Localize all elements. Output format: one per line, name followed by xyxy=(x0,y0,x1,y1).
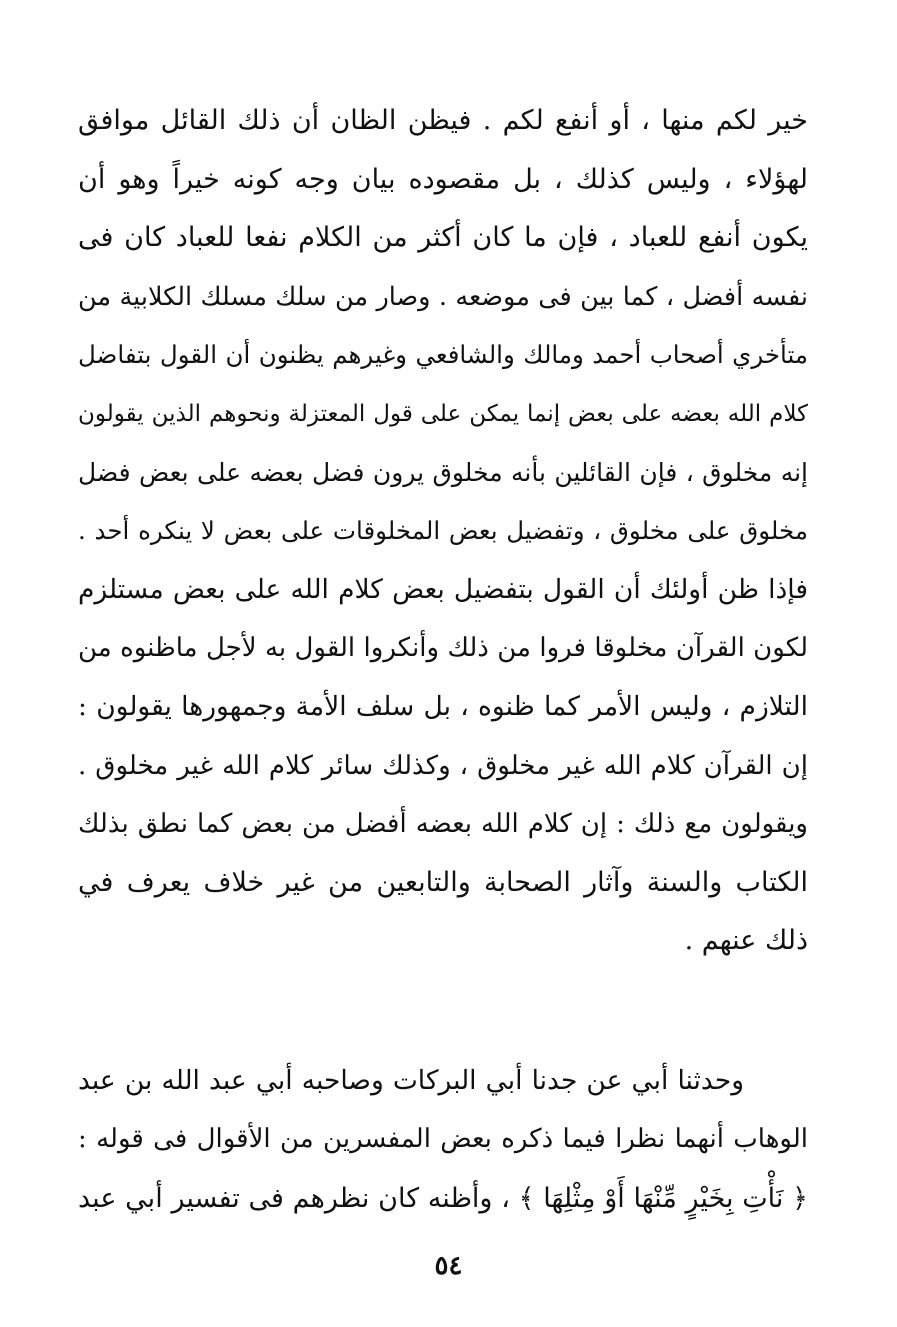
text-line: وحدثنا أبي عن جدنا أبي البركات وصاحبه أبي عبد الله بن عبد xyxy=(78,1065,744,1096)
text-line: كلام الله بعضه على بعض إنما يمكن على قول المعتزلة ونحوهم الذين يقولون xyxy=(78,400,808,427)
text-line: ﴿ نَأْتِ بِخَيْرٍ مِّنْهَا أَوْ مِثْلِهَا ﴾ ، وأظنه كان نظرهم فى تفسير أبي عبد xyxy=(78,1183,808,1214)
text-line: التلازم ، وليس الأمر كما ظنوه ، بل سلف الأمة وجمهورها يقولون : xyxy=(78,690,808,722)
text-line: الوهاب أنهما نظرا فيما ذكره بعض المفسرين من الأقوال فى قوله : xyxy=(78,1124,808,1154)
text-line: فإذا ظن أولئك أن القول بتفضيل بعض كلام الله على بعض مستلزم xyxy=(78,573,808,605)
text-line: متأخري أصحاب أحمد ومالك والشافعي وغيرهم يظنون أن القول بتفاضل xyxy=(78,340,808,370)
text-line: لهؤلاء ، وليس كذلك ، بل مقصوده بيان وجه كونه خيراً وهو أن xyxy=(78,163,808,195)
text-line: لكون القرآن مخلوقا فروا من ذلك وأنكروا القول به لأجل ماظنوه من xyxy=(78,633,808,664)
paragraph-2 xyxy=(78,1051,808,1228)
page-number: ٥٤ xyxy=(434,1251,463,1281)
text-line: ذلك عنهم . xyxy=(684,925,808,957)
text-line: إن القرآن كلام الله غير مخلوق ، وكذلك سائر كلام الله غير مخلوق . xyxy=(78,750,808,781)
text-line: يكون أنفع للعباد ، فإن ما كان أكثر من الكلام نفعا للعباد كان فى xyxy=(78,222,808,254)
text-line: نفسه أفضل ، كما بين فى موضعه . وصار من سلك مسلك الكلابية من xyxy=(78,281,808,312)
text-line: مخلوق على مخلوق ، وتفضيل بعض المخلوقات على بعض لا ينكره أحد . xyxy=(78,516,808,546)
text-line: الكتاب والسنة وآثار الصحابة والتابعين من غير خلاف يعرف في xyxy=(78,866,808,898)
text-line: خير لكم منها ، أو أنفع لكم . فيظن الظان أن ذلك القائل موافق xyxy=(78,105,808,136)
paragraph-1 xyxy=(78,92,808,971)
text-line: ويقولون مع ذلك : إن كلام الله بعضه أفضل من بعض كما نطق بذلك xyxy=(78,809,808,840)
text-line: إنه مخلوق ، فإن القائلين بأنه مخلوق يرون فضل بعضه على بعض فضل xyxy=(78,457,808,487)
